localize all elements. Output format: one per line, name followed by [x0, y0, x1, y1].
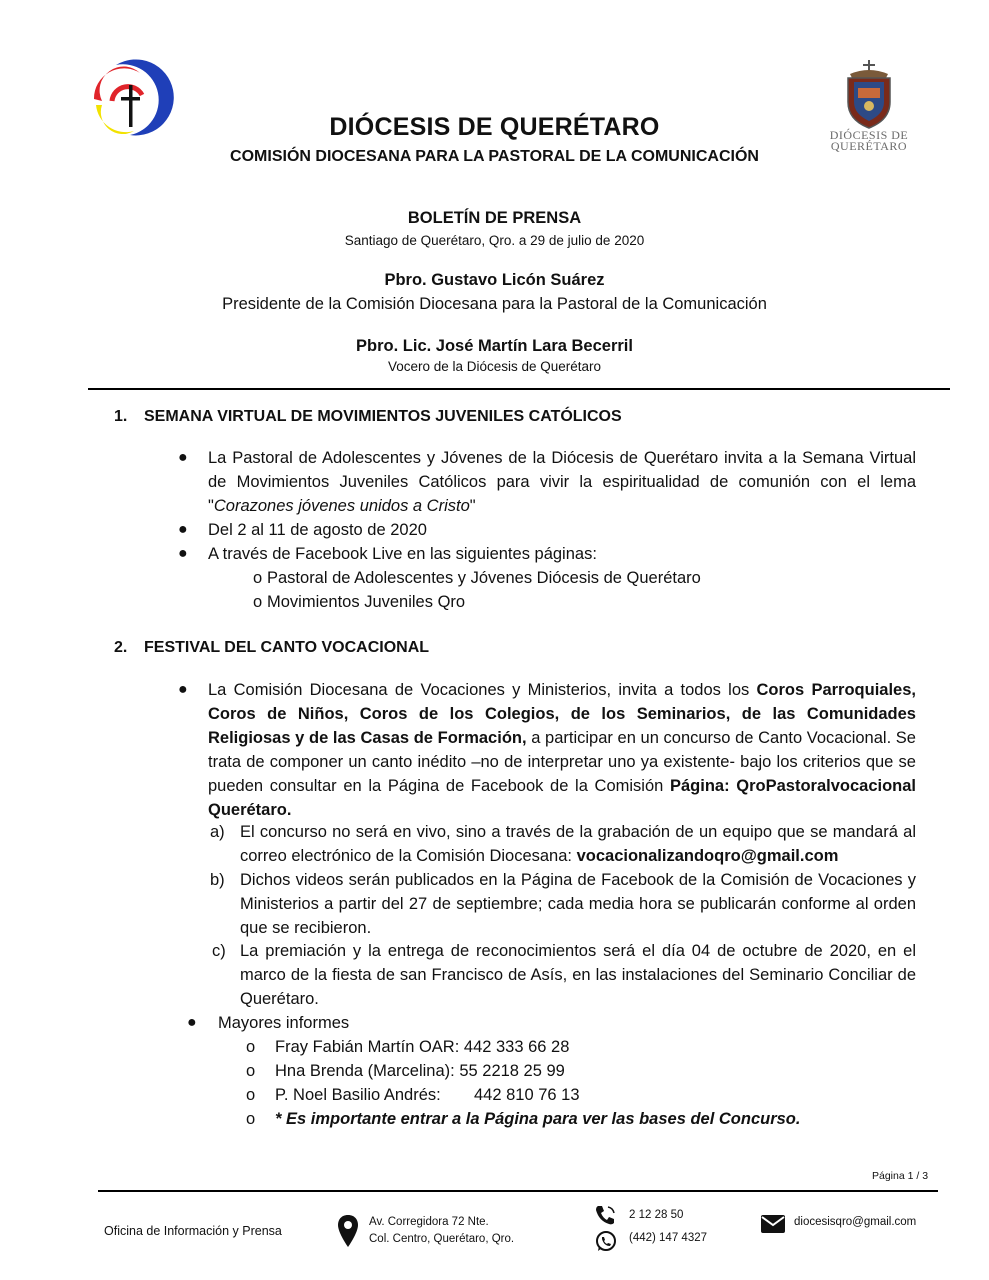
bullet-dot: ●	[178, 545, 188, 562]
section1-dates: Del 2 al 11 de agosto de 2020	[208, 521, 427, 539]
map-pin-icon	[337, 1214, 359, 1248]
section1-heading: SEMANA VIRTUAL DE MOVIMIENTOS JUVENILES CATÓLICOS	[144, 408, 622, 425]
bullet-dot: ●	[178, 681, 188, 698]
footer-email: diocesisqro@gmail.com	[794, 1216, 917, 1228]
section1-channel: A través de Facebook Live en las siguientes páginas:	[208, 545, 597, 563]
crest-text-line1: DIÓCESIS DE	[829, 128, 909, 142]
phone-icon	[594, 1204, 618, 1226]
mail-icon	[760, 1214, 786, 1234]
sub-bullet: o	[246, 1038, 256, 1056]
sub-bullet: o	[253, 593, 263, 611]
item-a-label: a)	[210, 823, 225, 841]
person1-role: Presidente de la Comisión Diocesana para la Pastoral de la Comunicación	[222, 295, 767, 313]
whatsapp-icon	[594, 1229, 618, 1253]
page-number: Página 1 / 3	[872, 1170, 929, 1182]
sub-bullet: o	[246, 1110, 256, 1128]
item-c: La premiación y la entrega de reconocimientos será el día 04 de octubre de 2020, en el marco de la fiesta de san Francisco de Asís, en las instalaciones del Seminario Conciliar de Querétaro.	[240, 942, 916, 1008]
sub-bullet: o	[253, 569, 263, 587]
contact-3-phone: 442 810 76 13	[474, 1086, 580, 1104]
person2-role: Vocero de la Diócesis de Querétaro	[387, 359, 602, 374]
item-c-label: c)	[212, 942, 226, 960]
section2-paragraph: La Comisión Diocesana de Vocaciones y Ministerios, invita a todos los Coros Parroquiales, Coros de Niños, Coros de los Colegios, de los Seminarios, de las Comunidades Religiosas y de las Casas de Formación, a participar en un concurso de Canto Vocacional. Se trata de componer un canto inédito –no de interpretar uno ya existente- bajo los criterios que se pueden consultar en la Página de Facebook de la Comisión Página: QroPastoralvocacional Querétaro.	[208, 681, 916, 819]
bullet-dot: ●	[178, 449, 188, 466]
section2-heading: FESTIVAL DEL CANTO VOCACIONAL	[144, 639, 430, 656]
contact-3-name: P. Noel Basilio Andrés:	[275, 1086, 441, 1104]
bulletin-title: BOLETÍN DE PRENSA	[407, 209, 582, 227]
section1-page1: Pastoral de Adolescentes y Jóvenes Diócesis de Querétaro	[267, 569, 701, 587]
section1-paragraph: La Pastoral de Adolescentes y Jóvenes de la Diócesis de Querétaro invita a la Semana Virtual de Movimientos Juveniles Católicos para vivir la espiritualidad de comunión con el lema "Corazones jóvenes unidos a Cristo"	[208, 449, 916, 515]
footer-phone-1: 2 12 28 50	[629, 1209, 684, 1221]
contact-2: Hna Brenda (Marcelina): 55 2218 25 99	[275, 1062, 565, 1080]
motto: Corazones jóvenes unidos a Cristo	[213, 497, 470, 515]
bullet-dot: ●	[178, 521, 188, 538]
sub-bullet: o	[246, 1086, 256, 1104]
info-title: Mayores informes	[218, 1014, 350, 1032]
page-subtitle: COMISIÓN DIOCESANA PARA LA PASTORAL DE LA COMUNICACIÓN	[230, 148, 759, 165]
section1-page2: Movimientos Juveniles Qro	[267, 593, 466, 611]
page-title: DIÓCESIS DE QUERÉTARO	[329, 113, 660, 141]
item-a: El concurso no será en vivo, sino a través de la grabación de un equipo que se mandará al correo electrónico de la Comisión Diocesana: vocacionalizandoqro@gmail.com	[240, 823, 916, 865]
footer-office: Oficina de Información y Prensa	[104, 1224, 282, 1238]
bullet-dot: ●	[187, 1014, 197, 1031]
item-b: Dichos videos serán publicados en la Página de Facebook de la Comisión de Vocaciones y Ministerios a partir del 27 de septiembre; cada media hora se publicarán conforme al orden que se recibieron.	[240, 871, 916, 937]
sub-bullet: o	[246, 1062, 256, 1080]
crest-text-line2: QUERÉTARO	[830, 139, 908, 153]
footer-divider	[98, 1190, 938, 1192]
contact-1: Fray Fabián Martín OAR: 442 333 66 28	[275, 1038, 570, 1056]
item-b-label: b)	[210, 871, 225, 889]
person1-name: Pbro. Gustavo Licón Suárez	[384, 271, 605, 289]
footer-address-1: Av. Corregidora 72 Nte.	[369, 1216, 489, 1228]
section1-number: 1.	[114, 408, 128, 425]
person2-name: Pbro. Lic. José Martín Lara Becerril	[356, 337, 633, 355]
footer-phone-2: (442) 147 4327	[629, 1232, 708, 1244]
important-note: * Es importante entrar a la Página para ver las bases del Concurso.	[275, 1110, 801, 1128]
dateline: Santiago de Querétaro, Qro. a 29 de julio de 2020	[344, 233, 645, 248]
header-divider	[88, 388, 950, 390]
contest-email: vocacionalizandoqro@gmail.com	[576, 847, 839, 865]
footer-address-2: Col. Centro, Querétaro, Qro.	[369, 1233, 515, 1245]
section2-number: 2.	[114, 639, 128, 656]
